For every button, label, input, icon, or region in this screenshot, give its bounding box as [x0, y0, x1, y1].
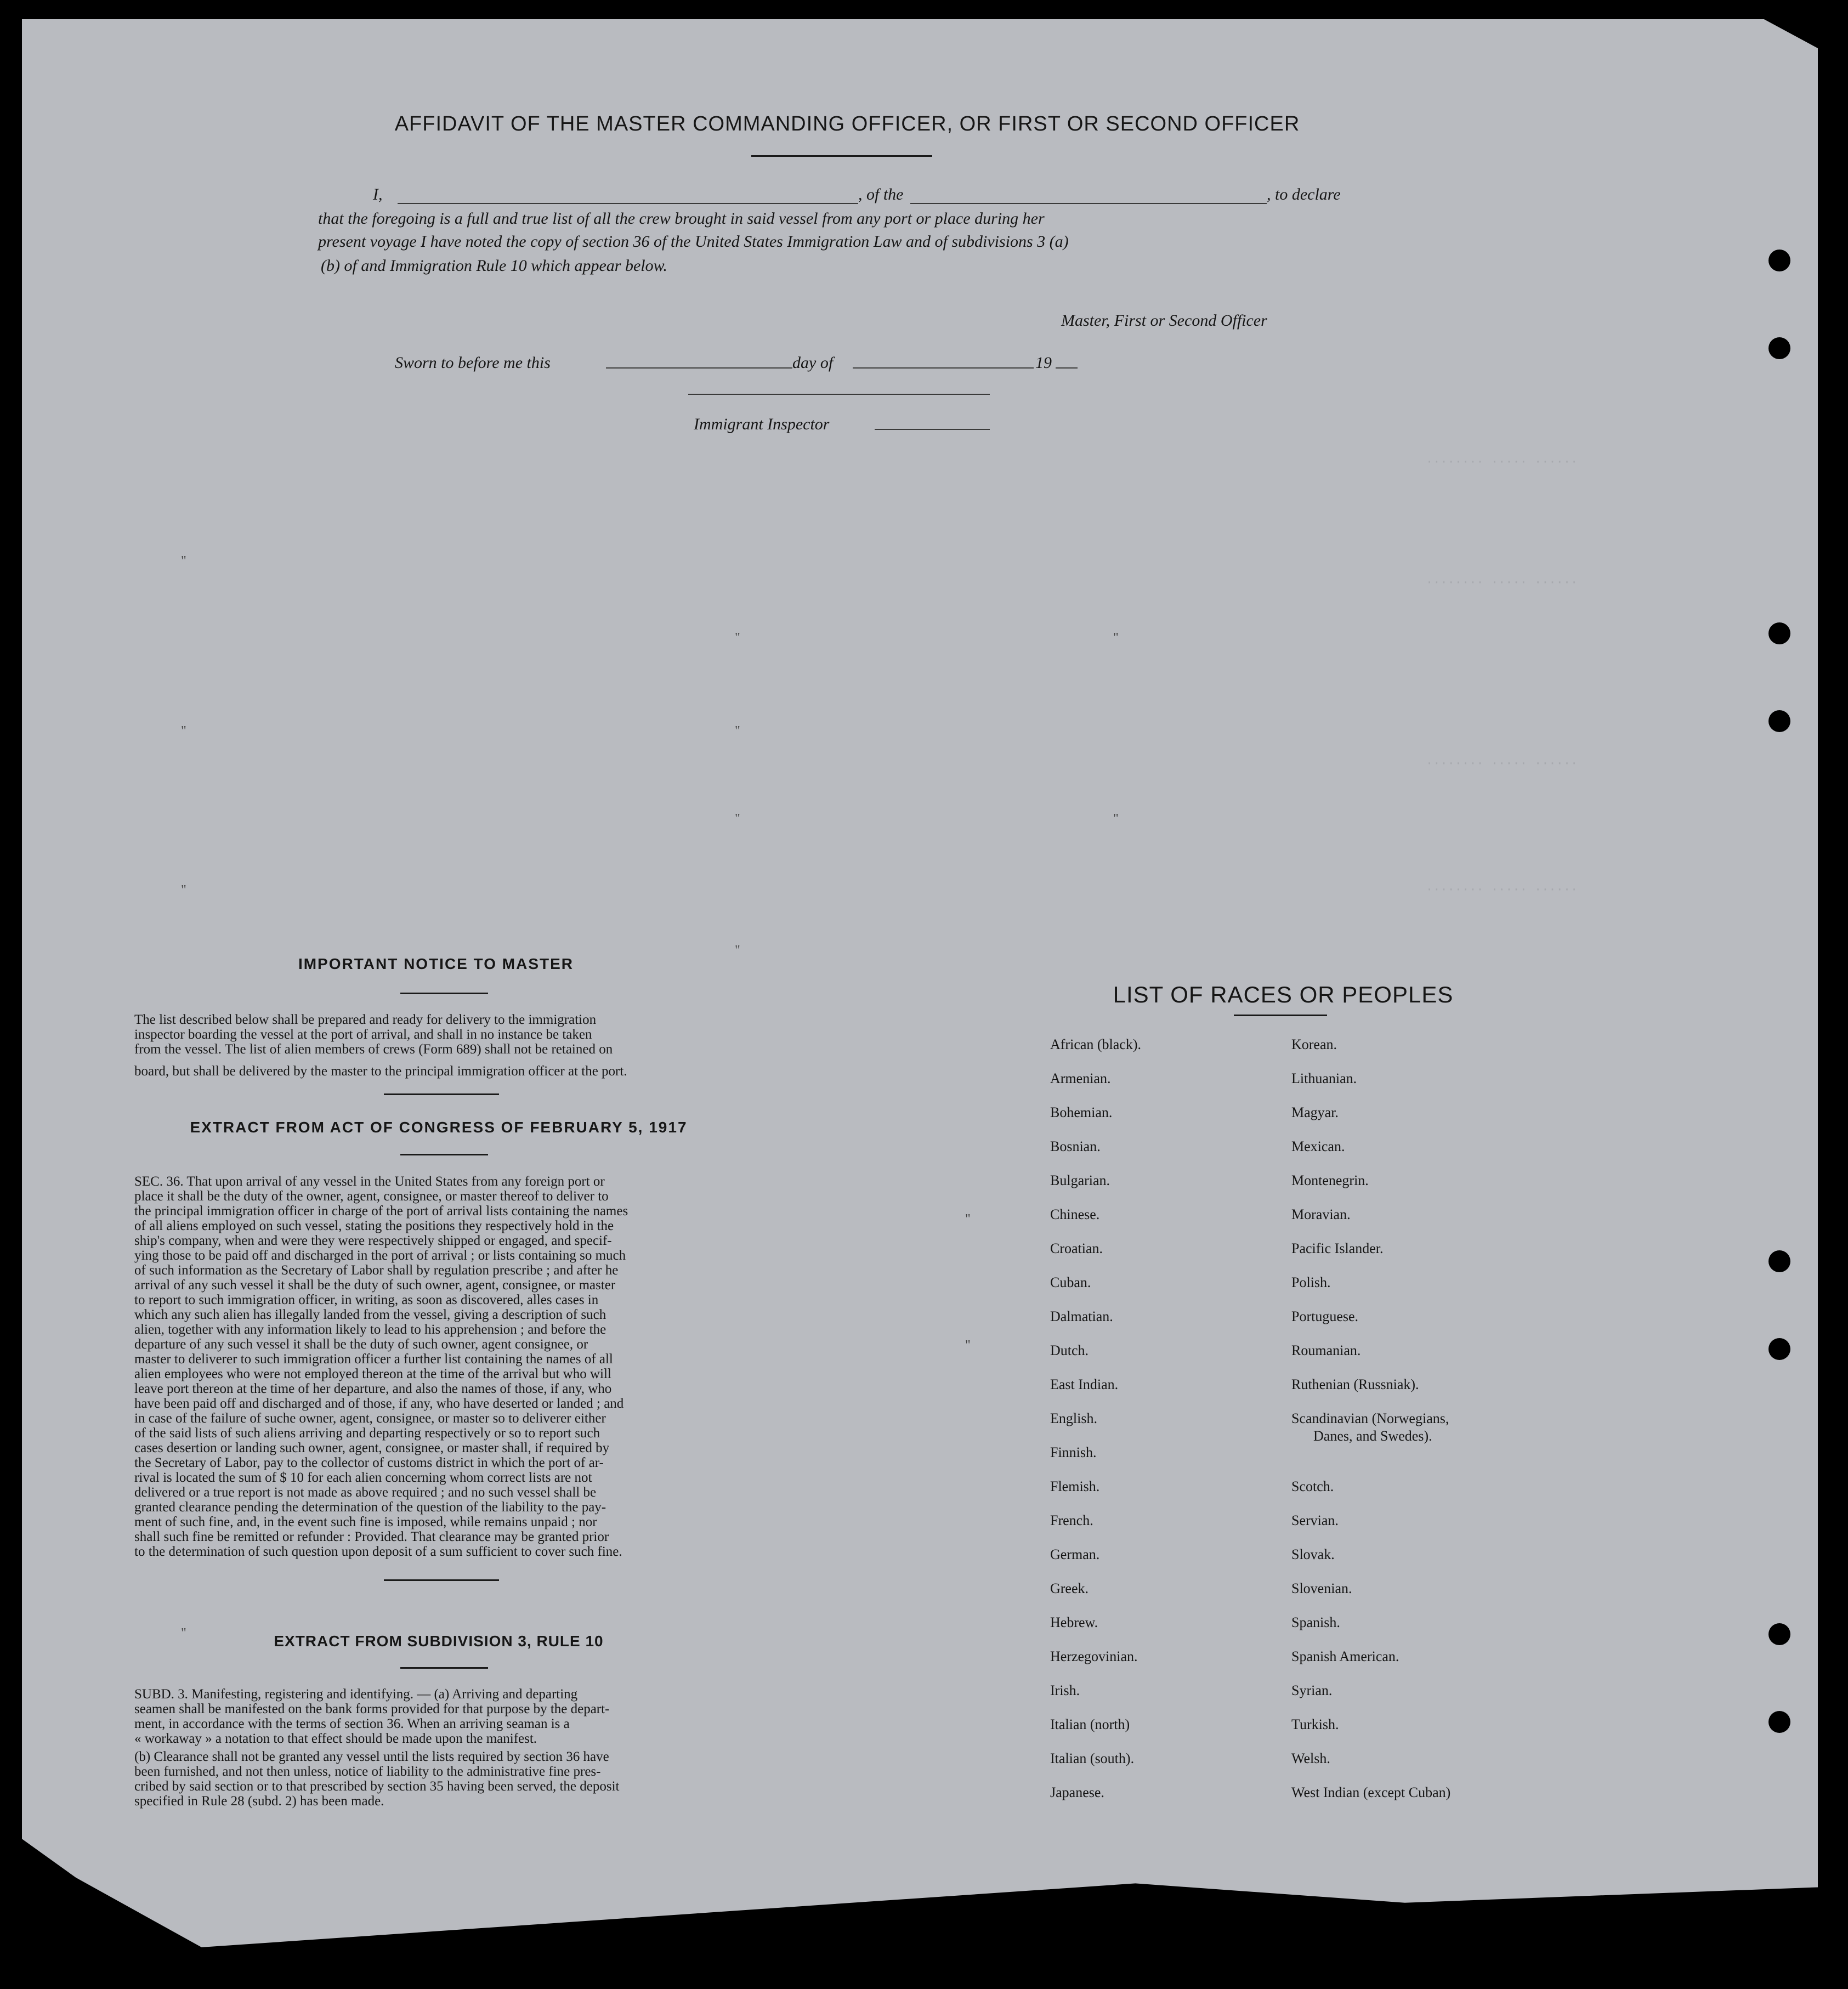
race-item: Lithuanian. — [1291, 1070, 1357, 1086]
rule-line: ment, in accordance with the terms of section 36. When an arriving seaman is a — [134, 1716, 570, 1731]
ditto-mark: " — [735, 812, 740, 826]
ditto-mark: " — [1113, 631, 1119, 645]
notice-end-rule — [384, 1093, 499, 1095]
race-item: Croatian. — [1050, 1240, 1103, 1256]
rule-line: been furnished, and not then unless, notice of liability to the administrative fine pres- — [134, 1764, 601, 1779]
race-item: Chinese. — [1050, 1206, 1100, 1222]
affidavit-declare-label: , to declare — [1267, 185, 1341, 203]
act-line: delivered or a true report is not made as above required ; and no such vessel shall be — [134, 1485, 597, 1500]
rule-line: specified in Rule 28 (subd. 2) has been made. — [134, 1794, 384, 1809]
inspector-name-line[interactable] — [875, 429, 990, 430]
race-item: French. — [1050, 1512, 1093, 1528]
race-item: African (black). — [1050, 1036, 1142, 1052]
day-blank-line[interactable] — [606, 367, 792, 369]
ditto-mark: " — [181, 554, 186, 568]
act-line: cases desertion or landing such owner, agent, consignee, or master shall, if required by — [134, 1441, 610, 1455]
race-item: Spanish American. — [1291, 1648, 1399, 1664]
act-line: the principal immigration officer in charge of the port of arrival lists containing the names — [134, 1204, 628, 1219]
bleed-through-row: ········ ····· ······ — [1426, 883, 1578, 897]
race-item: Pacific Islander. — [1291, 1240, 1384, 1256]
race-item: Cuban. — [1050, 1274, 1091, 1290]
act-line: of the said lists of such aliens arriving and departing respectively or so to report such — [134, 1426, 600, 1441]
act-line: to the determination of such question upon deposit of a sum sufficient to cover such fine. — [134, 1544, 622, 1559]
act-line: ying those to be paid off and discharged in the port of arrival ; or lists containing so much — [134, 1248, 626, 1263]
race-item: Japanese. — [1050, 1784, 1104, 1800]
ditto-mark: " — [181, 883, 186, 897]
rule-extract-title: EXTRACT FROM SUBDIVISION 3, RULE 10 — [274, 1633, 604, 1650]
notice-title: IMPORTANT NOTICE TO MASTER — [298, 955, 574, 972]
race-item: Montenegrin. — [1291, 1172, 1369, 1188]
affidavit-line-4: (b) of and Immigration Rule 10 which appear below. — [321, 257, 667, 275]
day-of-label: day of — [792, 354, 834, 372]
notice-line: board, but shall be delivered by the master to the principal immigration officer at the port. — [134, 1064, 627, 1079]
race-item: Bosnian. — [1050, 1138, 1101, 1154]
notice-line: The list described below shall be prepared and ready for delivery to the immigration — [134, 1012, 597, 1027]
document-sheet — [22, 19, 1818, 1955]
race-item: Irish. — [1050, 1682, 1080, 1698]
punch-hole — [1768, 1338, 1790, 1360]
ditto-mark: " — [735, 631, 740, 645]
act-line: rival is located the sum of $ 10 for each alien concerning whom correct lists are not — [134, 1470, 592, 1485]
bleed-through-row: ········ ····· ······ — [1426, 455, 1578, 469]
race-item: Flemish. — [1050, 1478, 1100, 1494]
act-extract-rule — [400, 1154, 488, 1155]
race-item: Korean. — [1291, 1036, 1337, 1052]
ditto-mark: " — [965, 1338, 971, 1352]
affidavit-line-2: that the foregoing is a full and true list of all the crew brought in said vessel from any port or place during her — [318, 209, 1045, 228]
race-item: Bulgarian. — [1050, 1172, 1110, 1188]
punch-hole — [1768, 622, 1790, 644]
punch-hole — [1768, 710, 1790, 732]
race-item: East Indian. — [1050, 1376, 1119, 1392]
rule-line: « workaway » a notation to that effect should be made upon the manifest. — [134, 1731, 537, 1746]
races-right-column — [1291, 1036, 1450, 1818]
race-item: Herzegovinian. — [1050, 1648, 1138, 1664]
race-item: Roumanian. — [1291, 1342, 1361, 1358]
rule-line: cribed by said section or to that prescribed by section 35 having been served, the deposit — [134, 1779, 620, 1794]
race-item: West Indian (except Cuban) — [1291, 1784, 1451, 1800]
ditto-mark: " — [181, 724, 186, 738]
bleed-through-row: ········ ····· ······ — [1426, 576, 1578, 590]
act-line: place it shall be the duty of the owner, agent, consignee, or master thereof to deliver to — [134, 1189, 609, 1204]
race-item: Hebrew. — [1050, 1614, 1098, 1630]
race-item: Italian (south). — [1050, 1750, 1135, 1766]
act-line: shall such fine be remitted or refunder : Provided. That clearance may be granted prior — [134, 1529, 609, 1544]
race-item: Welsh. — [1291, 1750, 1330, 1766]
race-item: Turkish. — [1291, 1716, 1339, 1732]
act-line: leave port thereon at the time of her departure, and also the names of those, if any, who — [134, 1381, 612, 1396]
affidavit-i-label: I, — [373, 185, 383, 203]
race-item: Finnish. — [1050, 1444, 1097, 1460]
act-line: ship's company, when and were they were respectively shipped or engaged, and specif- — [134, 1233, 612, 1248]
race-item: Mexican. — [1291, 1138, 1345, 1154]
affidavit-of-the-label: , of the — [858, 185, 904, 203]
act-line: alien, together with any information likely to lead to his apprehension ; and before the — [134, 1322, 606, 1337]
punch-hole — [1768, 1623, 1790, 1645]
race-item: Slovak. — [1291, 1546, 1335, 1562]
rule-line: (b) Clearance shall not be granted any vessel until the lists required by section 36 have — [134, 1749, 609, 1764]
race-item: Armenian. — [1050, 1070, 1111, 1086]
act-line: which any such alien has illegally landed from the vessel, giving a description of such — [134, 1307, 606, 1322]
notice-line: from the vessel. The list of alien members of crews (Form 689) shall not be retained on — [134, 1042, 613, 1057]
bleed-through-row: ········ ····· ······ — [1426, 757, 1578, 770]
race-item: Polish. — [1291, 1274, 1331, 1290]
ditto-mark: " — [965, 1212, 971, 1226]
act-line: ment of such fine, and, in the event such fine is imposed, while remains unpaid ; nor — [134, 1515, 597, 1529]
act-extract-title: EXTRACT FROM ACT OF CONGRESS OF FEBRUARY 5, 1917 — [190, 1119, 688, 1136]
race-item: Bohemian. — [1050, 1104, 1113, 1120]
name-blank-line[interactable] — [398, 203, 858, 204]
affidavit-title: AFFIDAVIT OF THE MASTER COMMANDING OFFICER, OR FIRST OR SECOND OFFICER — [394, 112, 1300, 135]
act-line: alien employees who were not employed thereon at the time of the arrival but who will — [134, 1367, 611, 1381]
races-rule — [1234, 1015, 1327, 1016]
rule-line: seamen shall be manifested on the bank forms provided for that purpose by the depart- — [134, 1702, 610, 1716]
race-item: Italian (north) — [1050, 1716, 1130, 1732]
race-item: Magyar. — [1291, 1104, 1339, 1120]
rule-line: SUBD. 3. Manifesting, registering and identifying. — (a) Arriving and departing — [134, 1687, 578, 1702]
race-item: Servian. — [1291, 1512, 1339, 1528]
act-line: SEC. 36. That upon arrival of any vessel in the United States from any foreign port or — [134, 1174, 605, 1189]
act-line: to report to such immigration officer, in writing, as soon as discovered, alles cases in — [134, 1293, 599, 1307]
race-item: German. — [1050, 1546, 1100, 1562]
act-line: have been paid off and discharged and of those, if any, who have deserted or landed ; and — [134, 1396, 624, 1411]
race-item: English. — [1050, 1410, 1097, 1426]
act-line: of such information as the Secretary of Labor shall by regulation prescribe ; and after he — [134, 1263, 619, 1278]
act-line: granted clearance pending the determination of the question of the liability to the pay- — [134, 1500, 606, 1515]
act-extract-end-rule — [384, 1579, 499, 1581]
race-item: Portuguese. — [1291, 1308, 1359, 1324]
act-line: departure of any such vessel it shall be the duty of such owner, agent consignee, or — [134, 1337, 588, 1352]
race-item: Moravian. — [1291, 1206, 1351, 1222]
title-rule — [751, 155, 932, 157]
act-line: in case of the failure of suche owner, agent, consignee, or master so to deliverer either — [134, 1411, 606, 1426]
race-item: Syrian. — [1291, 1682, 1333, 1698]
ditto-mark: " — [181, 1626, 186, 1640]
affidavit-line-3: present voyage I have noted the copy of section 36 of the United States Immigration Law and of subdivisions 3 (a) — [318, 233, 1069, 251]
inspector-label: Immigrant Inspector — [694, 415, 830, 433]
punch-hole — [1768, 337, 1790, 359]
act-line: arrival of any such vessel it shall be the duty of such owner, agent, consignee, or master — [134, 1278, 616, 1293]
ditto-mark: " — [1113, 812, 1119, 826]
act-line: master to deliverer to such immigration officer a further list containing the names of all — [134, 1352, 613, 1367]
race-item: Slovenian. — [1291, 1580, 1352, 1596]
year-blank-line[interactable] — [1056, 367, 1078, 369]
race-item: Danes, and Swedes). — [1313, 1428, 1432, 1444]
rule-extract-rule — [400, 1667, 488, 1669]
vessel-blank-line[interactable] — [910, 203, 1267, 204]
races-left-column — [1050, 1036, 1141, 1818]
month-blank-line[interactable] — [853, 367, 1034, 369]
race-item: Scandinavian (Norwegians, — [1291, 1410, 1449, 1426]
sworn-label: Sworn to before me this — [395, 354, 551, 372]
notice-rule — [400, 993, 488, 994]
ditto-mark: " — [735, 724, 740, 738]
race-item: Spanish. — [1291, 1614, 1340, 1630]
punch-hole — [1768, 1711, 1790, 1733]
inspector-signature-line[interactable] — [688, 394, 990, 395]
race-item: Dutch. — [1050, 1342, 1089, 1358]
notice-line: inspector boarding the vessel at the port of arrival, and shall in no instance be taken — [134, 1027, 592, 1042]
act-line: of all aliens employed on such vessel, stating the positions they respectively hold in the — [134, 1219, 614, 1233]
race-item: Ruthenian (Russniak). — [1291, 1376, 1419, 1392]
ditto-mark: " — [735, 943, 740, 957]
act-line: the Secretary of Labor, pay to the collector of customs district in which the port of ar- — [134, 1455, 604, 1470]
punch-hole — [1768, 1250, 1790, 1272]
master-signature-label: Master, First or Second Officer — [1061, 311, 1267, 330]
race-item: Dalmatian. — [1050, 1308, 1113, 1324]
race-item: Scotch. — [1291, 1478, 1334, 1494]
year-label: 19 — [1035, 354, 1052, 372]
races-title: LIST OF RACES OR PEOPLES — [1113, 982, 1454, 1007]
race-item: Greek. — [1050, 1580, 1089, 1596]
punch-hole — [1768, 250, 1790, 271]
